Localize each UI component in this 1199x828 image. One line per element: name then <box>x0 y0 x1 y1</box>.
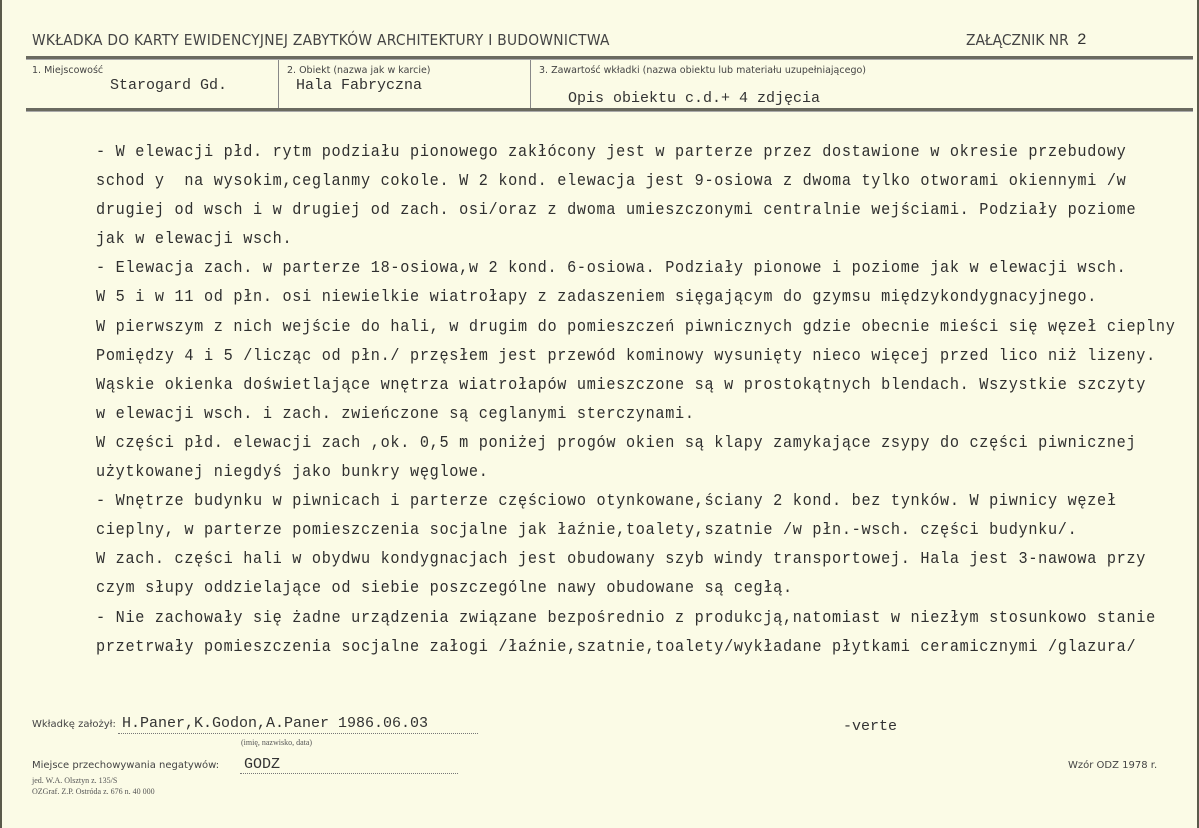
text-line: W części płd. elewacji zach ,ok. 0,5 m poniżej progów okien są klapy zamykające zsypy do części piwnicznej <box>96 432 1137 453</box>
founded-dotted-line <box>118 733 478 734</box>
text-line: - Wnętrze budynku w piwnicach i parterze częściowo otynkowane,ściany 2 kond. bez tynków. W piwnicy węzeł <box>96 490 1117 511</box>
text-line: Wąskie okienka doświetlające wnętrza wiatrołapów umieszczone są w prostokątnych blendach. Wszystkie szczyty <box>96 374 1147 395</box>
founded-label: Wkładkę założył: <box>32 719 116 730</box>
locality-label: 1. Miejscowość <box>32 65 104 76</box>
description-text <box>96 140 1176 664</box>
text-line: czym słupy oddzielające od siebie poszczególne nawy obudowane są cegłą. <box>96 578 793 599</box>
header-rule <box>26 56 1193 60</box>
object-label: 2. Obiekt (nazwa jak w karcie) <box>287 65 431 76</box>
field-divider <box>530 60 531 108</box>
founded-value: H.Paner,K.Godon,A.Paner 1986.06.03 <box>122 715 429 732</box>
text-line: - W elewacji płd. rytm podziału pionowego zakłócony jest w parterze przez dostawione w okresie przebudowy <box>96 141 1127 162</box>
text-line: Pomiędzy 4 i 5 /licząc od płn./ przęsłem jest przewód kominowy wysunięty nieco więcej przed lico niż lizeny. <box>96 345 1156 366</box>
negatives-label: Miejsce przechowywania negatywów: <box>32 760 220 771</box>
content-label: 3. Zawartość wkładki (nazwa obiektu lub materiału uzupełniającego) <box>539 65 866 76</box>
content-value: Opis obiektu c.d.+ 4 zdjęcia <box>568 90 821 107</box>
print-info-line1: jed. W.A. Olsztyn z. 135/S <box>32 776 118 785</box>
page-edge-left <box>0 0 2 828</box>
annex-number: 2 <box>1077 31 1087 49</box>
negatives-value: GODZ <box>244 756 281 773</box>
form-title: WKŁADKA DO KARTY EWIDENCYJNEJ ZABYTKÓW ARCHITEKTURY I BUDOWNICTWA <box>32 31 610 49</box>
text-line: przetrwały pomieszczenia socjalne załogi /łaźnie,szatnie,toalety/wykładane płytkami ceramicznymi /glazura/ <box>96 636 1137 657</box>
text-line: - Elewacja zach. w parterze 18-osiowa,w 2 kond. 6-osiowa. Podziały pionowe i poziome jak w elewacji wsch. <box>96 257 1127 279</box>
text-line: W pierwszym z nich wejście do hali, w drugim do pomieszczeń piwnicznych gdzie obecnie mieści się węzeł cieplny <box>96 316 1176 337</box>
text-line: w elewacji wsch. i zach. zwieńczone są ceglanymi sterczynami. <box>96 403 695 424</box>
text-line: W zach. części hali w obydwu kondygnacjach jest obudowany szyb windy transportowej. Hala jest 3-nawowa przy <box>96 548 1147 570</box>
form-template: Wzór ODZ 1978 r. <box>1068 760 1158 771</box>
text-line: użytkowanej niegdyś jako bunkry węglowe. <box>96 461 489 482</box>
text-line: - Nie zachowały się żadne urządzenia związane bezpośrednio z produkcją,natomiast w niezłym stosunkowo stanie <box>96 607 1156 628</box>
text-line: drugiej od wsch i w drugiej od zach. osi/oraz z dwoma umieszczonymi centralnie wejściami. Podziały poziome <box>96 199 1137 220</box>
fields-rule <box>26 108 1193 112</box>
field-divider <box>278 60 279 108</box>
annex-label: ZAŁĄCZNIK NR <box>966 31 1069 49</box>
text-line: jak w elewacji wsch. <box>96 228 293 250</box>
text-line: cieplny, w parterze pomieszczenia socjalne jak łaźnie,toalety,szatnie /w płn.-wsch. części budynku/. <box>96 519 1078 540</box>
print-info-line2: OZGraf. Z.P. Ostróda z. 676 n. 40 000 <box>32 787 155 796</box>
founded-hint: (imię, nazwisko, data) <box>241 738 313 747</box>
text-line: schod y na wysokim,ceglanmy cokole. W 2 kond. elewacja jest 9-osiowa z dwoma tylko otworami okiennymi /w <box>96 170 1127 191</box>
object-value: Hala Fabryczna <box>296 77 423 94</box>
verte-note: -verte <box>843 718 898 735</box>
locality-value: Starogard Gd. <box>110 77 228 94</box>
negatives-dotted-line <box>240 773 458 774</box>
text-line: W 5 i w 11 od płn. osi niewielkie wiatrołapy z zadaszeniem sięgającym do gzymsu międzykondygnacyjnego. <box>96 287 1098 308</box>
